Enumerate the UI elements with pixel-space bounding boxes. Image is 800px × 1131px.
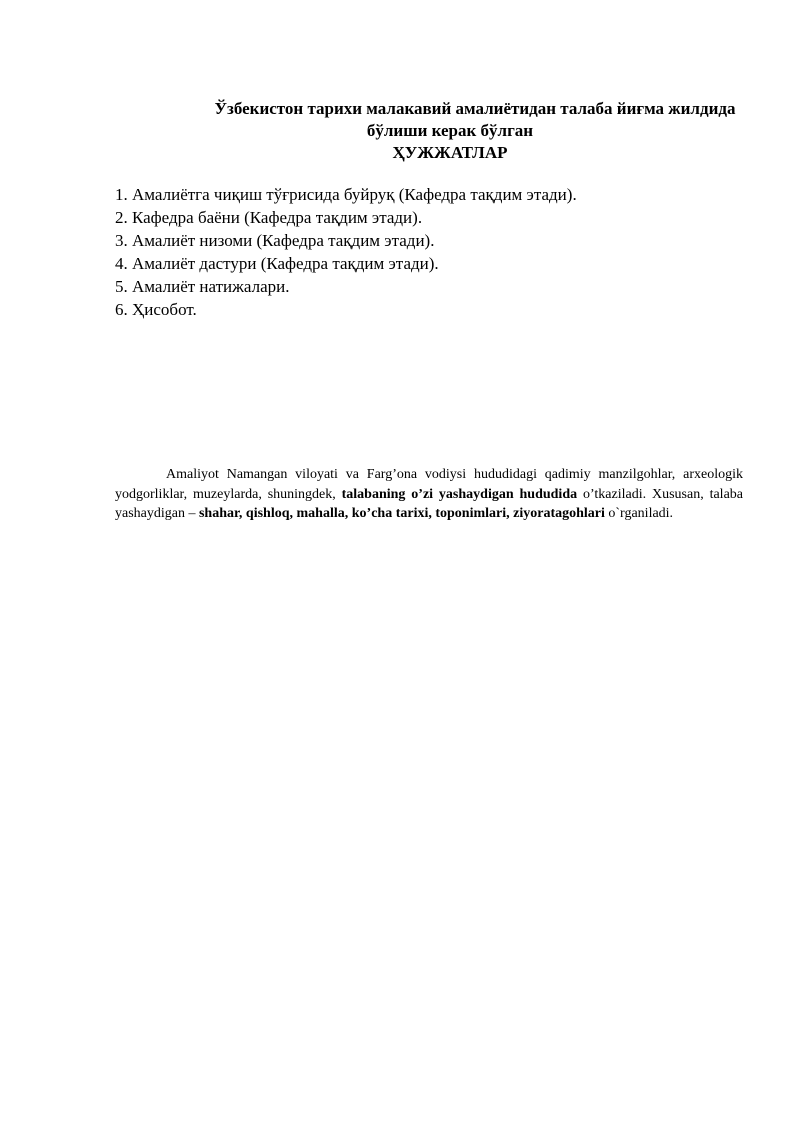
list-item: 2. Кафедра баёни (Кафедра тақдим этади). — [115, 208, 423, 227]
paragraph-text-1: Amaliyot Namangan viloyati va Farg’ona vodiysi hududidagi qadimiy manzilgohlar, arxeologik yodgorliklar, muzeylarda, shuningdek, — [115, 467, 743, 502]
paragraph-bold-1: talabaning o’zi yashaydigan hududida — [341, 486, 578, 502]
title-line-1: Ўзбекистон тарихи малакавий амалиётидан талаба йиғма жилдида — [214, 99, 736, 118]
documents-heading: ҲУЖЖАТЛАР — [392, 143, 508, 162]
list-item: 1. Амалиётга чиқиш тўғрисида буйруқ (Кафедра тақдим этади). — [115, 185, 577, 204]
documents-list — [115, 183, 577, 321]
paragraph-text-2: o’tkaziladi. Xususan, talaba yashaydigan – — [115, 486, 743, 521]
practice-description-paragraph — [115, 465, 743, 524]
title-line-2: бўлиши керак бўлган — [366, 121, 534, 140]
list-item: 6. Ҳисобот. — [115, 300, 197, 319]
list-item: 5. Амалиёт натижалари. — [115, 277, 290, 296]
paragraph-bold-2: shahar, qishloq, mahalla, ko’cha tarixi, toponimlari, ziyoratagohlari — [198, 506, 605, 521]
document-title — [115, 98, 785, 164]
list-item: 4. Амалиёт дастури (Кафедра тақдим этади). — [115, 254, 439, 273]
paragraph-text-3: o`rganiladi. — [604, 506, 674, 521]
list-item: 3. Амалиёт низоми (Кафедра тақдим этади). — [115, 231, 435, 250]
